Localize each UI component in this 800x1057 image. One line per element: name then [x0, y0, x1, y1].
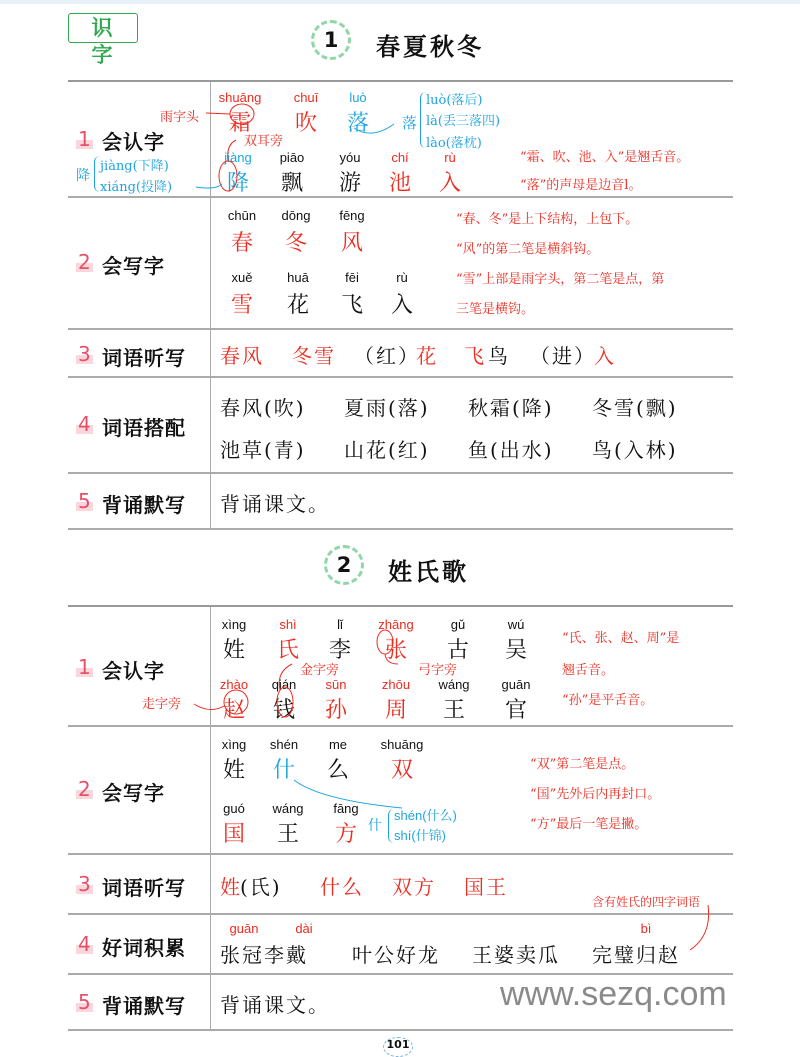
- row-recite: [68, 474, 733, 530]
- row-content: [220, 378, 733, 472]
- shen-char: 什: [368, 818, 382, 834]
- luo-reading-1: luò(落后): [426, 93, 483, 108]
- dictation-word: 花: [416, 344, 438, 368]
- row-title: 会写字: [102, 254, 165, 278]
- lesson-2-header: [0, 543, 800, 593]
- pinyin: shén: [269, 737, 299, 752]
- dictation-word: 双方: [392, 875, 436, 899]
- dictation-word: 飞: [464, 344, 486, 368]
- shen-reading-2: shí(什锦): [394, 828, 447, 843]
- top-strip: [0, 0, 800, 4]
- row-write: [68, 198, 733, 330]
- page-number: 101: [383, 1037, 413, 1057]
- note: “雪”上部是雨字头，第二笔是点，第: [456, 272, 665, 287]
- character: 风: [340, 231, 363, 256]
- gold-radical-note: 金字旁: [300, 663, 340, 678]
- collocation: 春风(吹): [220, 396, 306, 420]
- character: 张: [384, 638, 407, 663]
- row-number: 4: [78, 412, 91, 436]
- double-ear-radical-note: 双耳旁: [244, 134, 284, 149]
- pinyin: dōng: [281, 208, 311, 223]
- pinyin: zhāng: [378, 617, 414, 632]
- character: 氏: [276, 638, 299, 663]
- pinyin: chūn: [227, 208, 257, 223]
- character: 吹: [294, 111, 317, 136]
- row-good-words: [68, 915, 733, 975]
- dictation-word: 姓: [220, 875, 242, 899]
- dictation-word: 什么: [320, 875, 364, 899]
- shen-reading-1: shén(什么): [394, 808, 457, 823]
- character: 花: [286, 293, 309, 318]
- row-title: 会认字: [102, 659, 165, 683]
- pinyin: guān: [229, 921, 259, 936]
- row-content: [220, 915, 733, 973]
- luo-reading-2: là(丢三落四): [426, 114, 501, 129]
- character: 飞: [340, 293, 363, 318]
- pinyin: dài: [295, 921, 313, 936]
- character: 姓: [222, 638, 245, 663]
- pinyin: guó: [223, 801, 245, 816]
- pinyin: piāo: [279, 150, 305, 165]
- pinyin: shì: [279, 617, 297, 632]
- note: 翘舌音。: [562, 663, 615, 678]
- row-title: 词语搭配: [102, 416, 186, 440]
- dictation-word: （进）: [530, 344, 596, 368]
- note: “孙”是平舌音。: [562, 693, 654, 708]
- row-title: 会认字: [102, 130, 165, 154]
- row-content: [220, 607, 733, 725]
- pinyin: wú: [507, 617, 525, 632]
- rain-radical-note: 雨字头: [160, 110, 200, 125]
- row-number: 3: [78, 342, 91, 366]
- row-title: 词语听写: [102, 876, 186, 900]
- pinyin: rù: [444, 150, 456, 165]
- pinyin: xuě: [231, 270, 253, 285]
- note: “双”第二笔是点。: [530, 757, 635, 772]
- character: 钱: [272, 698, 295, 723]
- collocation: 鸟(入林): [592, 438, 678, 462]
- row-collocation: [68, 378, 733, 474]
- row-label: [68, 727, 211, 853]
- character: 冬: [284, 231, 307, 256]
- character: 么: [326, 758, 349, 783]
- character: 入: [390, 293, 413, 318]
- pinyin: jiàng: [224, 150, 252, 165]
- row-dictation: [68, 330, 733, 378]
- row-number: 4: [78, 932, 91, 956]
- note: “国”先外后内再封口。: [530, 787, 661, 802]
- character: 入: [438, 171, 461, 196]
- idiom: 完璧归赵: [592, 943, 680, 967]
- pinyin: fēi: [345, 270, 359, 285]
- character: 春: [230, 231, 253, 256]
- row-number: 3: [78, 872, 91, 896]
- dictation-word: （红）: [354, 344, 420, 368]
- watermark: www.sezq.com: [500, 975, 727, 1013]
- character: 周: [384, 698, 407, 723]
- note: “落”的声母是边音l。: [520, 178, 642, 193]
- collocation: 冬雪(飘): [592, 396, 678, 420]
- lesson-1-table: [68, 80, 733, 530]
- row-label: [68, 855, 211, 913]
- recite-text: 背诵课文。: [220, 492, 330, 516]
- lesson-number-badge: 2: [324, 545, 364, 585]
- row-number: 5: [78, 489, 91, 513]
- row-title: 背诵默写: [102, 493, 186, 517]
- note: “方”最后一笔是撇。: [530, 817, 648, 832]
- idiom-note: 含有姓氏的四字词语: [592, 895, 701, 909]
- section-badge: 识字: [68, 13, 138, 43]
- lesson-title: 春夏秋冬: [376, 33, 484, 61]
- pinyin: luò: [349, 90, 367, 105]
- character: 王: [442, 698, 465, 723]
- row-content: [220, 474, 733, 528]
- row-label: [68, 378, 211, 472]
- pinyin: wáng: [272, 801, 304, 816]
- note: 三笔是横钩。: [456, 302, 535, 317]
- pinyin: rù: [396, 270, 408, 285]
- row-label: [68, 198, 211, 328]
- row-number: 2: [78, 777, 91, 801]
- row-title: 背诵默写: [102, 994, 186, 1018]
- note: “霜、吹、池、入”是翘舌音。: [520, 150, 690, 165]
- row-label: [68, 975, 211, 1029]
- recite-text: 背诵课文。: [220, 993, 330, 1017]
- row-content: [220, 330, 733, 376]
- pinyin: zhōu: [381, 677, 411, 692]
- pinyin: chuī: [293, 90, 319, 105]
- character: 古: [446, 638, 469, 663]
- pinyin: fāng: [333, 801, 359, 816]
- pinyin: sūn: [325, 677, 347, 692]
- row-label: [68, 474, 211, 528]
- character: 飘: [280, 171, 303, 196]
- character: 霜: [228, 111, 251, 136]
- character: 游: [338, 171, 361, 196]
- row-content: [220, 727, 733, 853]
- bow-radical-note: 弓字旁: [418, 663, 458, 678]
- row-dictation: [68, 855, 733, 915]
- pinyin: xìng: [221, 617, 247, 632]
- row-number: 1: [78, 655, 91, 679]
- character: 池: [388, 171, 411, 196]
- character: 李: [328, 638, 351, 663]
- collocation: 秋霜(降): [468, 396, 554, 420]
- dictation-word: 入: [594, 344, 616, 368]
- row-title: 词语听写: [102, 346, 186, 370]
- character: 赵: [222, 698, 245, 723]
- jiang-reading-1: jiàng(下降): [100, 159, 169, 174]
- row-write: [68, 727, 733, 855]
- row-recognize: [68, 607, 733, 727]
- character: 国: [222, 822, 245, 847]
- pinyin: wáng: [438, 677, 470, 692]
- character: 方: [334, 822, 357, 847]
- pinyin: guān: [501, 677, 531, 692]
- walk-radical-note: 走字旁: [142, 697, 182, 712]
- note: “风”的第二笔是横斜钩。: [456, 242, 600, 257]
- pinyin: fēng: [339, 208, 365, 223]
- character: 什: [272, 758, 295, 783]
- collocation: 山花(红): [344, 438, 430, 462]
- pinyin: qián: [271, 677, 297, 692]
- pinyin: yóu: [339, 150, 361, 165]
- dictation-word: 国王: [464, 875, 508, 899]
- pinyin: chí: [391, 150, 409, 165]
- dictation-word: (氏): [240, 875, 282, 899]
- note: “春、冬”是上下结构，上包下。: [456, 212, 639, 227]
- character: 吴: [504, 638, 527, 663]
- pinyin: zhào: [219, 677, 249, 692]
- lesson-1-header: [0, 18, 800, 68]
- pinyin: xìng: [221, 737, 247, 752]
- dictation-word: 春风: [220, 344, 264, 368]
- row-content: [220, 82, 733, 196]
- pinyin: lǐ: [337, 617, 343, 632]
- row-label: [68, 607, 211, 725]
- pinyin: shuāng: [380, 737, 424, 752]
- idiom: 张冠李戴: [220, 943, 308, 967]
- idiom: 叶公好龙: [352, 943, 440, 967]
- character: 降: [226, 171, 249, 196]
- row-recognize: [68, 82, 733, 198]
- pinyin: gǔ: [450, 617, 466, 632]
- idiom: 王婆卖瓜: [472, 943, 560, 967]
- character: 双: [390, 758, 413, 783]
- character: 姓: [222, 758, 245, 783]
- dictation-word: 鸟: [488, 344, 510, 368]
- row-number: 1: [78, 127, 91, 151]
- row-number: 5: [78, 990, 91, 1014]
- row-number: 2: [78, 250, 91, 274]
- pinyin: shuāng: [218, 90, 262, 105]
- lesson-number-badge: 1: [311, 20, 351, 60]
- pinyin: me: [328, 737, 348, 752]
- pinyin: huā: [287, 270, 309, 285]
- row-label: [68, 330, 211, 376]
- luo-reading-3: lào(落枕): [426, 136, 482, 151]
- dictation-word: 冬雪: [292, 344, 336, 368]
- row-label: [68, 82, 211, 196]
- character: 王: [276, 822, 299, 847]
- row-content: [220, 198, 733, 328]
- pinyin: bì: [640, 921, 652, 936]
- collocation: 池草(青): [220, 438, 306, 462]
- character: 孙: [324, 698, 347, 723]
- luo-char: 落: [402, 114, 418, 132]
- character: 雪: [230, 293, 253, 318]
- collocation: 鱼(出水): [468, 438, 554, 462]
- note: “氏、张、赵、周”是: [562, 631, 680, 646]
- character: 官: [504, 698, 527, 723]
- row-title: 会写字: [102, 781, 165, 805]
- character: 落: [346, 111, 369, 136]
- row-label: [68, 915, 211, 973]
- collocation: 夏雨(落): [344, 396, 430, 420]
- lesson-title: 姓氏歌: [388, 558, 469, 586]
- row-content: [220, 855, 733, 913]
- jiang-char: 降: [76, 168, 90, 184]
- lesson-2-table: [68, 605, 733, 1031]
- row-title: 好词积累: [102, 936, 186, 960]
- jiang-reading-2: xiáng(投降): [100, 180, 173, 195]
